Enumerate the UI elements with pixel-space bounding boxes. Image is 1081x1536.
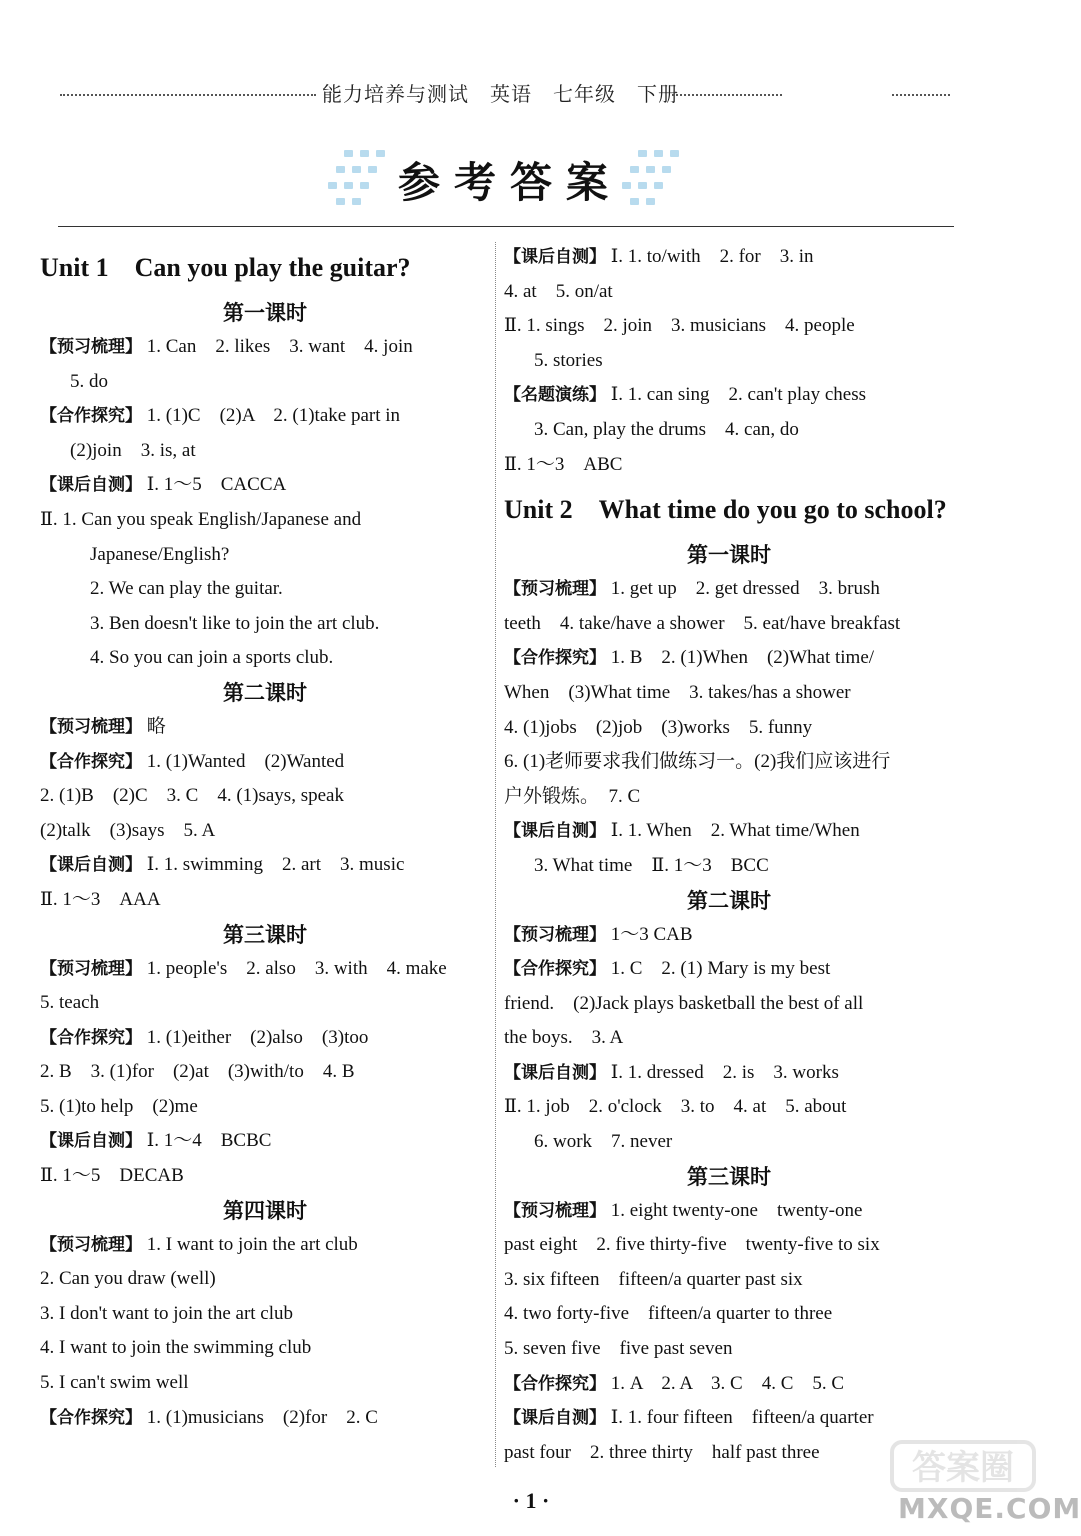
answer-line — [40, 1297, 490, 1332]
answer-text: Ⅱ. 1. Can you speak English/Japanese and — [40, 508, 362, 530]
title-rule — [58, 226, 954, 227]
answer-text: Japanese/English? — [90, 543, 230, 565]
answer-text: Ⅰ. 1. dressed 2. is 3. works — [606, 1061, 839, 1083]
lesson-heading: 第三课时 — [687, 1164, 771, 1189]
answer-line — [504, 607, 954, 642]
answer-text: When (3)What time 3. takes/has a shower — [504, 681, 851, 703]
header-dots-middle — [672, 94, 782, 96]
answer-text: past eight 2. five thirty-five twenty-five to six — [504, 1234, 880, 1256]
section-label: 【预习梳理】 — [504, 579, 606, 600]
section-label: 【课后自测】 — [504, 1062, 606, 1083]
answer-text: 5. seven five five past seven — [504, 1338, 733, 1360]
section-label: 【合作探究】 — [504, 1373, 606, 1394]
section-label: 【预习梳理】 — [40, 716, 142, 737]
answer-line — [40, 572, 490, 607]
answer-line — [40, 779, 490, 814]
running-header — [60, 80, 950, 110]
answer-line — [504, 1436, 954, 1471]
lesson-heading: 第二课时 — [223, 680, 307, 705]
header-dots-left — [60, 94, 316, 96]
section-label: 【课后自测】 — [40, 1131, 142, 1152]
section-label: 【课后自测】 — [40, 855, 142, 876]
answer-line — [504, 1401, 954, 1436]
section-label: 【预习梳理】 — [504, 1200, 606, 1221]
answer-line — [40, 1262, 490, 1297]
unit-heading: Unit 2 What time do you go to school? — [504, 495, 947, 525]
answer-text: 6. work 7. never — [534, 1131, 673, 1153]
answer-line — [40, 1159, 490, 1194]
header-text: 能力培养与测试 英语 七年级 下册 — [322, 84, 679, 106]
right-column — [504, 240, 954, 1470]
section-label: 【课后自测】 — [504, 821, 606, 842]
lesson-heading: 第一课时 — [223, 301, 307, 325]
answer-text: 3. Ben doesn't like to join the art club. — [90, 612, 380, 634]
answer-text: Ⅱ. 1～3 ABC — [504, 453, 623, 475]
answer-line — [40, 538, 490, 573]
answer-line — [504, 1125, 954, 1160]
answer-text: Ⅰ. 1. four fifteen fifteen/a quarter — [606, 1407, 874, 1429]
answer-line — [40, 1124, 490, 1159]
section-label: 【预习梳理】 — [504, 924, 606, 945]
answer-line — [40, 1366, 490, 1401]
answer-line — [504, 448, 954, 483]
answer-line — [504, 1021, 954, 1056]
answer-line — [40, 883, 490, 918]
answer-text: 2. Can you draw (well) — [40, 1268, 216, 1290]
answer-line — [40, 330, 490, 365]
answer-text: Ⅰ. 1. swimming 2. art 3. music — [142, 854, 405, 876]
page-title: 参考答案 — [397, 158, 622, 207]
answer-line — [504, 745, 954, 780]
answer-line — [504, 676, 954, 711]
answer-text: 2. (1)B (2)C 3. C 4. (1)says, speak — [40, 785, 344, 807]
section-label: 【课后自测】 — [504, 1408, 606, 1429]
answer-text: 略 — [142, 715, 166, 737]
answer-text: 1. get up 2. get dressed 3. brush — [606, 578, 880, 600]
answer-line — [40, 434, 490, 469]
answer-text: 1. A 2. A 3. C 4. C 5. C — [606, 1372, 845, 1394]
answer-text: 1. (1)musicians (2)for 2. C — [142, 1406, 378, 1428]
answer-text: 1. people's 2. also 3. with 4. make — [142, 957, 447, 979]
answer-text: 户外锻炼。 7. C — [504, 785, 641, 807]
answer-line — [504, 275, 954, 310]
answer-text: past four 2. three thirty half past three — [504, 1441, 820, 1463]
section-label: 【合作探究】 — [504, 959, 606, 980]
answer-line — [40, 468, 490, 503]
page-number: · 1 · — [512, 1488, 550, 1513]
section-label: 【课后自测】 — [504, 247, 606, 267]
answer-text: 1. (1)C (2)A 2. (1)take part in — [142, 405, 401, 427]
title-decoration-right — [620, 148, 680, 208]
answer-line — [504, 987, 954, 1022]
answer-line — [504, 572, 954, 607]
answer-line — [504, 1263, 954, 1298]
answer-text: 1. (1)Wanted (2)Wanted — [142, 750, 345, 772]
watermark-site: MXQE.COM — [898, 1492, 1081, 1525]
section-label: 【预习梳理】 — [40, 337, 142, 357]
answer-text: 5. do — [70, 370, 108, 392]
answer-line — [40, 1021, 490, 1056]
answer-line — [504, 711, 954, 746]
answer-text: Ⅰ. 1. can sing 2. can't play chess — [606, 384, 866, 406]
header-dots-right — [892, 94, 950, 96]
answer-line — [504, 240, 954, 275]
answer-line — [40, 1090, 490, 1125]
answer-text: 1. B 2. (1)When (2)What time/ — [606, 647, 875, 669]
lesson-heading: 第三课时 — [223, 922, 307, 947]
answer-line — [40, 607, 490, 642]
answer-line — [504, 849, 954, 884]
answer-line — [40, 814, 490, 849]
answer-text: 4. So you can join a sports club. — [90, 647, 334, 669]
answer-line — [40, 745, 490, 780]
section-label: 【预习梳理】 — [40, 1234, 142, 1255]
unit-heading: Unit 1 Can you play the guitar? — [40, 253, 411, 282]
answer-text: 3. I don't want to join the art club — [40, 1302, 294, 1324]
answer-text: 1. I want to join the art club — [142, 1233, 358, 1255]
column-divider — [495, 242, 496, 1467]
section-label: 【预习梳理】 — [40, 958, 142, 979]
answer-line — [504, 1056, 954, 1091]
answer-line — [40, 952, 490, 987]
answer-text: Ⅱ. 1. sings 2. join 3. musicians 4. people — [504, 315, 855, 337]
answer-text: 2. We can play the guitar. — [90, 578, 283, 600]
answer-line — [504, 1332, 954, 1367]
answer-line — [40, 848, 490, 883]
answer-line — [40, 399, 490, 434]
section-label: 【名题演练】 — [504, 385, 606, 406]
answer-line — [40, 641, 490, 676]
section-label: 【课后自测】 — [40, 475, 142, 496]
answer-text: Ⅱ. 1. job 2. o'clock 3. to 4. at 5. about — [504, 1096, 847, 1118]
answer-text: 5. teach — [40, 992, 100, 1014]
answer-text: 1. C 2. (1) Mary is my best — [606, 958, 831, 980]
answer-line — [504, 1367, 954, 1402]
answer-line — [504, 918, 954, 953]
title-banner — [0, 140, 1062, 230]
answer-text: 4. (1)jobs (2)job (3)works 5. funny — [504, 716, 813, 738]
answer-text: 3. six fifteen fifteen/a quarter past six — [504, 1268, 803, 1290]
answer-text: Ⅰ. 1～5 CACCA — [142, 474, 287, 496]
answer-text: 4. two forty-five fifteen/a quarter to three — [504, 1303, 833, 1325]
answer-text: Ⅰ. 1. to/with 2. for 3. in — [606, 246, 814, 267]
answer-line — [504, 413, 954, 448]
answer-text: Ⅱ. 1～5 DECAB — [40, 1165, 184, 1187]
answer-line — [504, 952, 954, 987]
answer-text: 1. Can 2. likes 3. want 4. join — [142, 336, 413, 357]
answer-line — [504, 378, 954, 413]
answer-line — [504, 1194, 954, 1229]
lesson-heading: 第一课时 — [687, 543, 771, 568]
answer-text: 3. Can, play the drums 4. can, do — [534, 418, 799, 440]
answer-line — [504, 814, 954, 849]
answer-line — [504, 1090, 954, 1125]
section-label: 【合作探究】 — [40, 406, 142, 427]
left-column — [40, 240, 490, 1435]
answer-text: 1. eight twenty-one twenty-one — [606, 1199, 863, 1221]
watermark-logo-text: 答案圈 — [912, 1448, 1014, 1488]
answer-text: 5. stories — [534, 349, 603, 371]
answer-text: 3. What time Ⅱ. 1～3 BCC — [534, 854, 769, 876]
watermark-logo — [888, 1436, 1038, 1496]
title-decoration-left — [326, 148, 386, 208]
answer-text: 1～3 CAB — [606, 923, 693, 945]
answer-text: 4. I want to join the swimming club — [40, 1337, 312, 1359]
lesson-heading: 第四课时 — [223, 1198, 307, 1223]
answer-text: Ⅱ. 1～3 AAA — [40, 888, 161, 910]
answer-text: (2)talk (3)says 5. A — [40, 819, 216, 841]
answer-text: the boys. 3. A — [504, 1027, 624, 1049]
section-label: 【合作探究】 — [40, 751, 142, 772]
answer-text: 2. B 3. (1)for (2)at (3)with/to 4. B — [40, 1061, 355, 1083]
section-label: 【合作探究】 — [40, 1027, 142, 1048]
answer-line — [40, 365, 490, 400]
answer-line — [40, 503, 490, 538]
answer-text: 6. (1)老师要求我们做练习一。(2)我们应该进行 — [504, 751, 891, 773]
answer-line — [40, 710, 490, 745]
answer-line — [40, 1055, 490, 1090]
answer-line — [504, 1228, 954, 1263]
answer-line — [504, 309, 954, 344]
answer-text: Ⅰ. 1. When 2. What time/When — [606, 820, 860, 842]
answer-text: friend. (2)Jack plays basketball the best of all — [504, 992, 864, 1014]
lesson-heading: 第二课时 — [687, 888, 771, 913]
answer-text: Ⅰ. 1～4 BCBC — [142, 1130, 272, 1152]
answer-line — [40, 1331, 490, 1366]
answer-line — [40, 1401, 490, 1436]
section-label: 【合作探究】 — [40, 1407, 142, 1428]
answer-text: 5. I can't swim well — [40, 1372, 189, 1394]
section-label: 【合作探究】 — [504, 648, 606, 669]
answer-text: 4. at 5. on/at — [504, 280, 613, 302]
answer-line — [504, 641, 954, 676]
answer-text: 1. (1)either (2)also (3)too — [142, 1026, 369, 1048]
answer-line — [504, 344, 954, 379]
answer-line — [40, 1228, 490, 1263]
answer-line — [40, 986, 490, 1021]
answer-text: (2)join 3. is, at — [70, 439, 196, 461]
answer-text: teeth 4. take/have a shower 5. eat/have breakfast — [504, 612, 901, 634]
answer-line — [504, 1297, 954, 1332]
answer-text: 5. (1)to help (2)me — [40, 1095, 198, 1117]
answer-line — [504, 780, 954, 815]
